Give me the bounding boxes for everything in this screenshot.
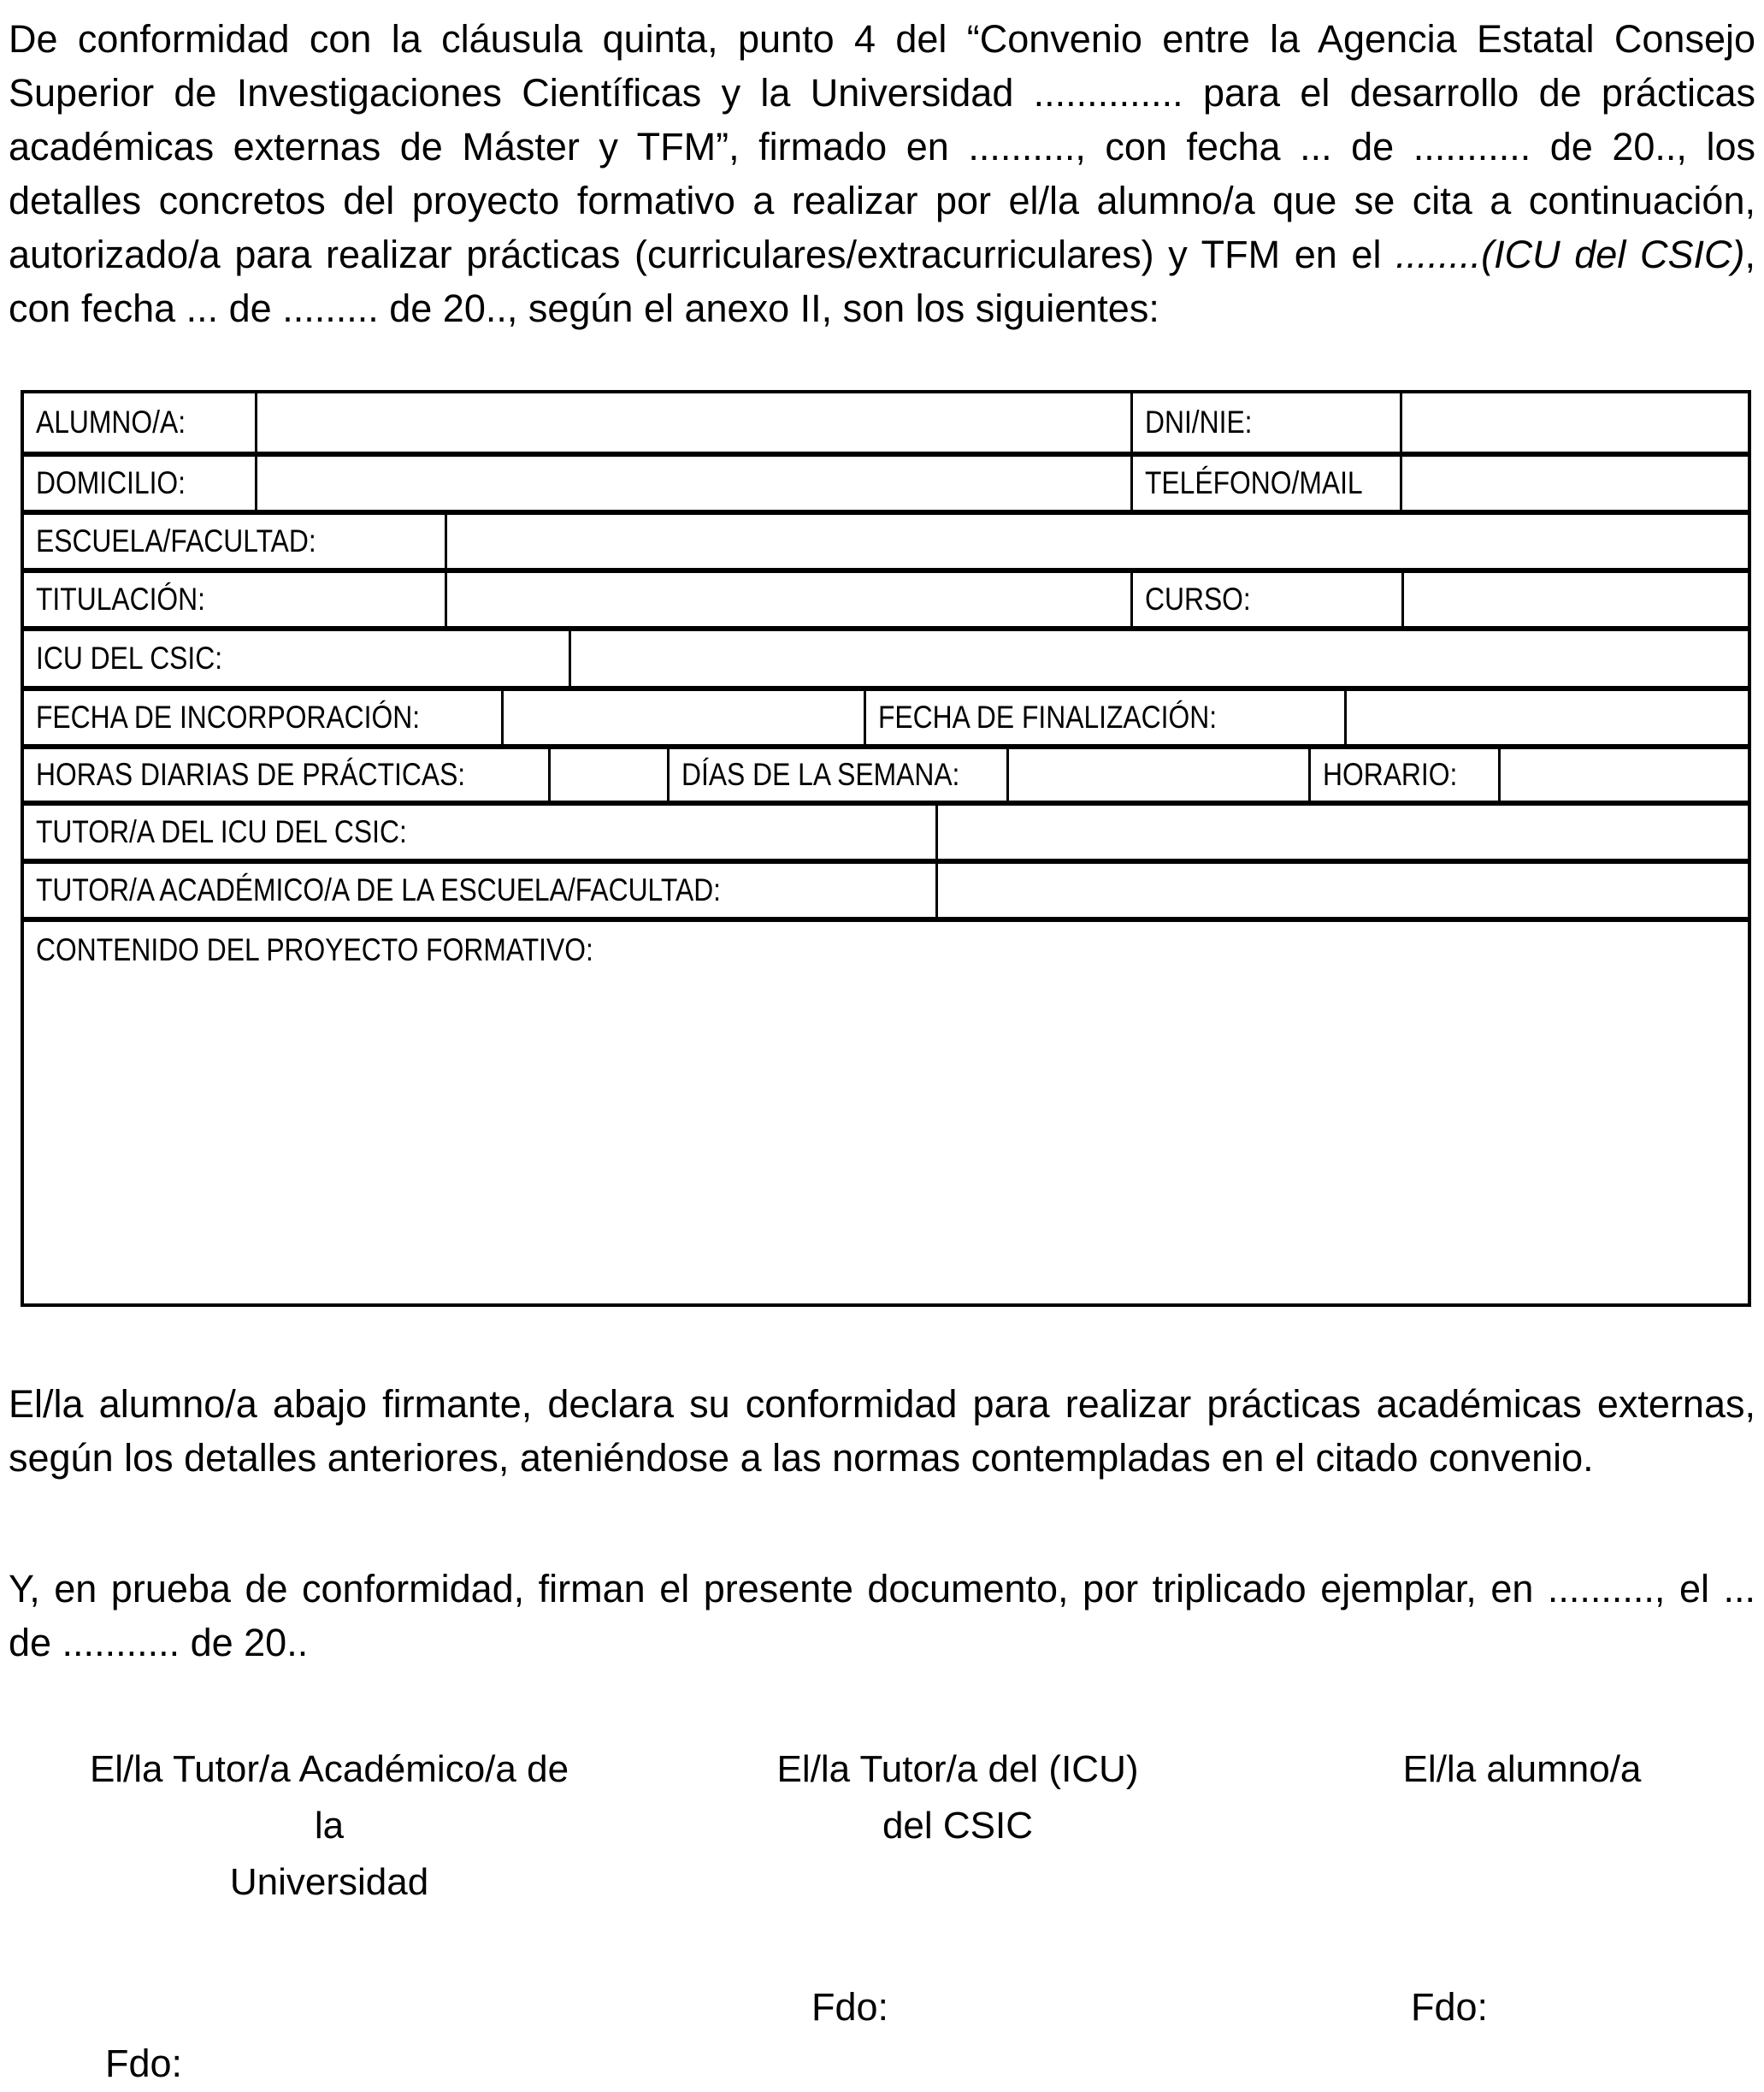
icu-del-csic-label-text: ICU DEL CSIC: [36,641,223,676]
table-row-titulacion-curso [24,568,1748,626]
table-row-tutor-icu [24,801,1748,859]
signature-column-tutor-icu [658,1741,1257,2092]
dias-semana-input[interactable] [1006,749,1308,801]
tutor-academico-label-text: TUTOR/A ACADÉMICO/A DE LA ESCUELA/FACULTAD: [36,872,722,907]
tutor-icu-input[interactable] [935,806,1748,859]
telefono-mail-label [1130,457,1399,510]
icu-del-csic-label [24,631,569,686]
horas-diarias-label-text: HORAS DIARIAS DE PRÁCTICAS: [36,757,466,792]
intro-paragraph [9,12,1755,335]
curso-label-text: CURSO: [1145,582,1252,617]
horas-diarias-input[interactable] [548,749,667,801]
signature-title-line2: Universidad [229,1861,429,1903]
telefono-mail-input[interactable] [1400,457,1748,510]
dias-semana-label-text: DÍAS DE LA SEMANA: [681,757,960,792]
table-row-horas-dias-horario [24,744,1748,801]
alumno-input[interactable] [255,393,1130,452]
dias-semana-label [667,749,1006,801]
horas-diarias-label [24,749,548,801]
closing-paragraph: Y, en prueba de conformidad, firman el presente documento, por triplicado ejemplar, en .........., el ... de ........... de 20.. [9,1567,1755,1664]
signature-column-alumno [1325,1741,1719,2092]
fdo-label-tutor-academico: Fdo: [105,2042,183,2085]
dni-nie-label-text: DNI/NIE: [1145,405,1253,440]
tutor-icu-label [24,806,935,859]
table-row-icu [24,626,1748,686]
icu-del-csic-input[interactable] [569,631,1748,686]
telefono-mail-label-text: TELÉFONO/MAIL [1145,465,1363,500]
tutor-icu-label-text: TUTOR/A DEL ICU DEL CSIC: [36,814,407,849]
table-row-escuela [24,510,1748,568]
table-row-alumno-dni [24,393,1748,452]
horario-label [1308,749,1498,801]
dni-nie-input[interactable] [1400,393,1748,452]
titulacion-input[interactable] [445,573,1130,626]
escuela-facultad-input[interactable] [445,515,1748,568]
tutor-academico-input[interactable] [935,864,1748,917]
contenido-proyecto-label-text: CONTENIDO DEL PROYECTO FORMATIVO: [36,932,593,967]
table-row-tutor-academico [24,859,1748,917]
fdo-label-tutor-icu: Fdo: [811,1985,889,2029]
signature-title-line2: del CSIC [882,1805,1034,1847]
curso-label [1130,573,1401,626]
fecha-incorporacion-label [24,691,501,744]
intro-text-italic: ........(ICU del CSIC) [1395,233,1745,276]
domicilio-label-text: DOMICILIO: [36,465,186,500]
alumno-label-text: ALUMNO/A: [36,405,186,440]
escuela-facultad-label [24,515,445,568]
domicilio-label [24,457,255,510]
signature-title-line2 [1325,1798,1719,1854]
alumno-label [24,393,255,452]
signature-section [9,1741,1755,2092]
intro-text-normal-2: , con fecha ... de ......... de 20.., según el anexo II, son los siguientes: [9,233,1756,330]
signature-title-line1: El/la Tutor/a Académico/a de la [89,1748,569,1847]
signature-column-tutor-academico [73,1741,586,2092]
horario-label-text: HORARIO: [1322,757,1458,792]
titulacion-label [24,573,445,626]
contenido-proyecto-area[interactable] [24,922,1748,1303]
fdo-label-alumno: Fdo: [1411,1985,1489,2029]
curso-input[interactable] [1401,573,1748,626]
table-row-domicilio-telefono [24,452,1748,510]
fecha-finalizacion-label-text: FECHA DE FINALIZACIÓN: [877,700,1217,735]
horario-input[interactable] [1498,749,1748,801]
fecha-finalizacion-label [864,691,1344,744]
signature-title-line1: El/la alumno/a [1402,1748,1642,1790]
table-row-fechas [24,686,1748,744]
domicilio-input[interactable] [255,457,1130,510]
practicum-details-table [21,390,1751,1307]
signature-title-line1: El/la Tutor/a del (ICU) [776,1748,1139,1790]
intro-text-normal-1: De conformidad con la cláusula quinta, punto 4 del “Convenio entre la Agencia Estatal Consejo Superior de Investigaciones Científicas y la Universidad .............. para el desarrollo de prácticas académicas externas de Máster y TFM”, firmado en .........., con fecha ... de ........... de 20.., los detalles concretos del proyecto formativo a realizar por el/la alumno/a que se cita a continuación, autorizado/a para realizar prácticas (curriculares/extracurriculares) y TFM en el [9,17,1755,276]
fecha-finalizacion-input[interactable] [1344,691,1748,744]
dni-nie-label [1130,393,1399,452]
fecha-incorporacion-input[interactable] [501,691,863,744]
titulacion-label-text: TITULACIÓN: [36,582,206,617]
tutor-academico-label [24,864,935,917]
fecha-incorporacion-label-text: FECHA DE INCORPORACIÓN: [36,700,421,735]
table-row-contenido [24,917,1748,1303]
declaration-paragraph: El/la alumno/a abajo firmante, declara su conformidad para realizar prácticas académicas externas, según los detalles anteriores, ateniéndose a las normas contempladas en el citado convenio. [9,1382,1755,1480]
escuela-facultad-label-text: ESCUELA/FACULTAD: [36,523,316,558]
